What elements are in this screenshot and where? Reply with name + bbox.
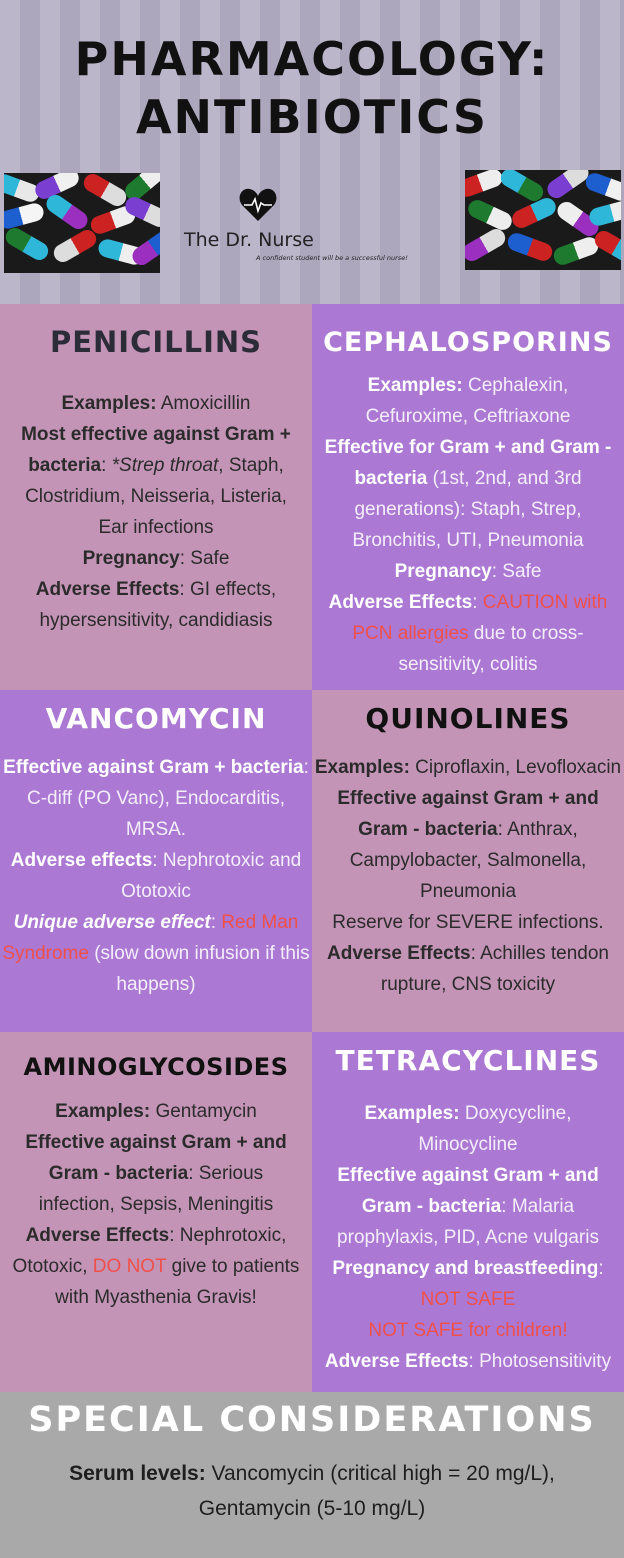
capsules-image-left — [4, 173, 160, 273]
tetracyclines-panel — [312, 1032, 624, 1392]
cephalosporins-panel — [312, 304, 624, 690]
effective-label: Effective against Gram + and Gram - bacteria — [25, 1132, 287, 1184]
brand-logo — [184, 185, 454, 265]
special-considerations-title: SPECIAL CONSIDERATIONS — [28, 1400, 596, 1440]
examples-label: Examples: — [367, 375, 463, 396]
aminoglycosides-panel — [0, 1032, 312, 1392]
cephalosporins-title: CEPHALOSPORINS — [323, 327, 613, 358]
page-title — [0, 30, 624, 146]
effective-value: : Anthrax, Campylobacter, Salmonella, Pneumonia — [349, 819, 587, 902]
not-safe-children-text: NOT SAFE for children! — [368, 1320, 568, 1341]
adverse-value: : Nephrotoxic, Ototoxic, — [12, 1225, 287, 1277]
adverse-label: Adverse Effects — [35, 579, 180, 600]
colon: : — [210, 912, 222, 933]
tetracyclines-body — [312, 1078, 624, 1377]
capsules-image-right — [465, 170, 621, 270]
pregnancy-label: Pregnancy and breastfeeding — [332, 1258, 599, 1279]
effective-value: : Malaria prophylaxis, PID, Acne vulgaris — [337, 1196, 599, 1248]
penicillins-title: PENICILLINS — [49, 325, 263, 359]
adverse-value: : Photosensitivity — [468, 1351, 612, 1372]
serum-levels-value: Vancomycin (critical high = 20 mg/L), Gentamycin (5-10 mg/L) — [198, 1462, 555, 1520]
adverse-label: Adverse Effects — [25, 1225, 170, 1246]
examples-value: Amoxicillin — [156, 393, 251, 414]
pregnancy-value: : Safe — [491, 561, 542, 582]
vancomycin-title: VANCOMYCIN — [45, 702, 267, 735]
unique-value: (slow down infusion if this happens) — [88, 943, 310, 995]
title-line-1: PHARMACOLOGY: — [74, 32, 550, 86]
examples-value: Gentamycin — [150, 1101, 257, 1122]
adverse-value-2: give to patients with Myasthenia Gravis! — [55, 1256, 300, 1308]
adverse-value: due to cross-sensitivity, colitis — [398, 623, 584, 675]
aminoglycosides-body — [0, 1084, 312, 1313]
do-not-text: DO NOT — [92, 1256, 167, 1277]
penicillins-body — [0, 360, 312, 636]
aminoglycosides-title: AMINOGLYCOSIDES — [23, 1053, 289, 1081]
red-man-syndrome-text: Red Man Syndrome — [2, 912, 299, 964]
adverse-value: : Nephrotoxic and Ototoxic — [121, 850, 302, 902]
adverse-label: Adverse effects — [10, 850, 153, 871]
not-safe-text: NOT SAFE — [420, 1289, 516, 1310]
effective-value: : C-diff (PO Vanc), Endocarditis, MRSA. — [26, 757, 309, 840]
colon: : — [472, 592, 483, 613]
colon: : — [598, 1258, 604, 1279]
colon: : — [101, 455, 112, 476]
adverse-value: : Achilles tendon rupture, CNS toxicity — [380, 943, 609, 995]
effective-value: (1st, 2nd, and 3rd generations): Staph, Strep, Bronchitis, UTI, Pneumonia — [352, 468, 584, 551]
serum-levels-label: Serum levels: — [69, 1462, 206, 1485]
adverse-value: : GI effects, hypersensitivity, candidiasis — [39, 579, 277, 631]
special-considerations-section — [0, 1392, 624, 1558]
examples-value: Doxycycline, Minocycline — [418, 1103, 572, 1155]
effective-label: Effective against Gram + and Gram - bacteria — [337, 788, 599, 840]
title-line-2: ANTIBIOTICS — [135, 90, 489, 144]
vancomycin-panel — [0, 690, 312, 1032]
heart-heartbeat-icon — [238, 185, 278, 225]
effective-label: Effective against Gram + bacteria — [3, 757, 304, 778]
effective-label: Effective against Gram + and Gram - bacteria — [337, 1165, 599, 1217]
pregnancy-label: Pregnancy — [394, 561, 492, 582]
adverse-label: Adverse Effects — [327, 943, 471, 964]
cephalosporins-body — [312, 360, 624, 680]
header — [0, 0, 624, 304]
unique-label: Unique adverse effect — [13, 912, 211, 933]
adverse-label: Adverse Effects — [324, 1351, 469, 1372]
caution-text: CAUTION with PCN allergies — [352, 592, 608, 644]
examples-label: Examples: — [61, 393, 157, 414]
examples-label: Examples: — [55, 1101, 151, 1122]
tetracyclines-title: TETRACYCLINES — [335, 1044, 601, 1077]
special-considerations-body — [30, 1456, 594, 1526]
reserve-text: Reserve for SEVERE infections. — [332, 912, 604, 933]
examples-value: Cephalexin, Cefuroxime, Ceftriaxone — [365, 375, 571, 427]
quinolines-body — [312, 736, 624, 1000]
quinolines-title: QUINOLINES — [365, 702, 571, 735]
brand-name: The Dr. Nurse — [184, 229, 314, 251]
adverse-label: Adverse Effects — [328, 592, 473, 613]
pregnancy-label: Pregnancy — [82, 548, 180, 569]
effective-value: , Staph, Clostridium, Neisseria, Listeria, Ear infections — [25, 455, 287, 538]
pregnancy-value: : Safe — [179, 548, 230, 569]
brand-tagline: A confident student will be a successful nurse! — [256, 254, 408, 262]
penicillins-panel — [0, 304, 312, 690]
vancomycin-body — [0, 736, 312, 1000]
effective-italic: *Strep throat — [111, 455, 219, 476]
examples-value: Ciproflaxin, Levofloxacin — [409, 757, 622, 778]
effective-label: Most effective against Gram + bacteria — [21, 424, 291, 476]
examples-label: Examples: — [364, 1103, 460, 1124]
effective-label: Effective for Gram + and Gram - bacteria — [324, 437, 612, 489]
quinolines-panel — [312, 690, 624, 1032]
effective-value: : Serious infection, Sepsis, Meningitis — [38, 1163, 274, 1215]
examples-label: Examples: — [314, 757, 410, 778]
